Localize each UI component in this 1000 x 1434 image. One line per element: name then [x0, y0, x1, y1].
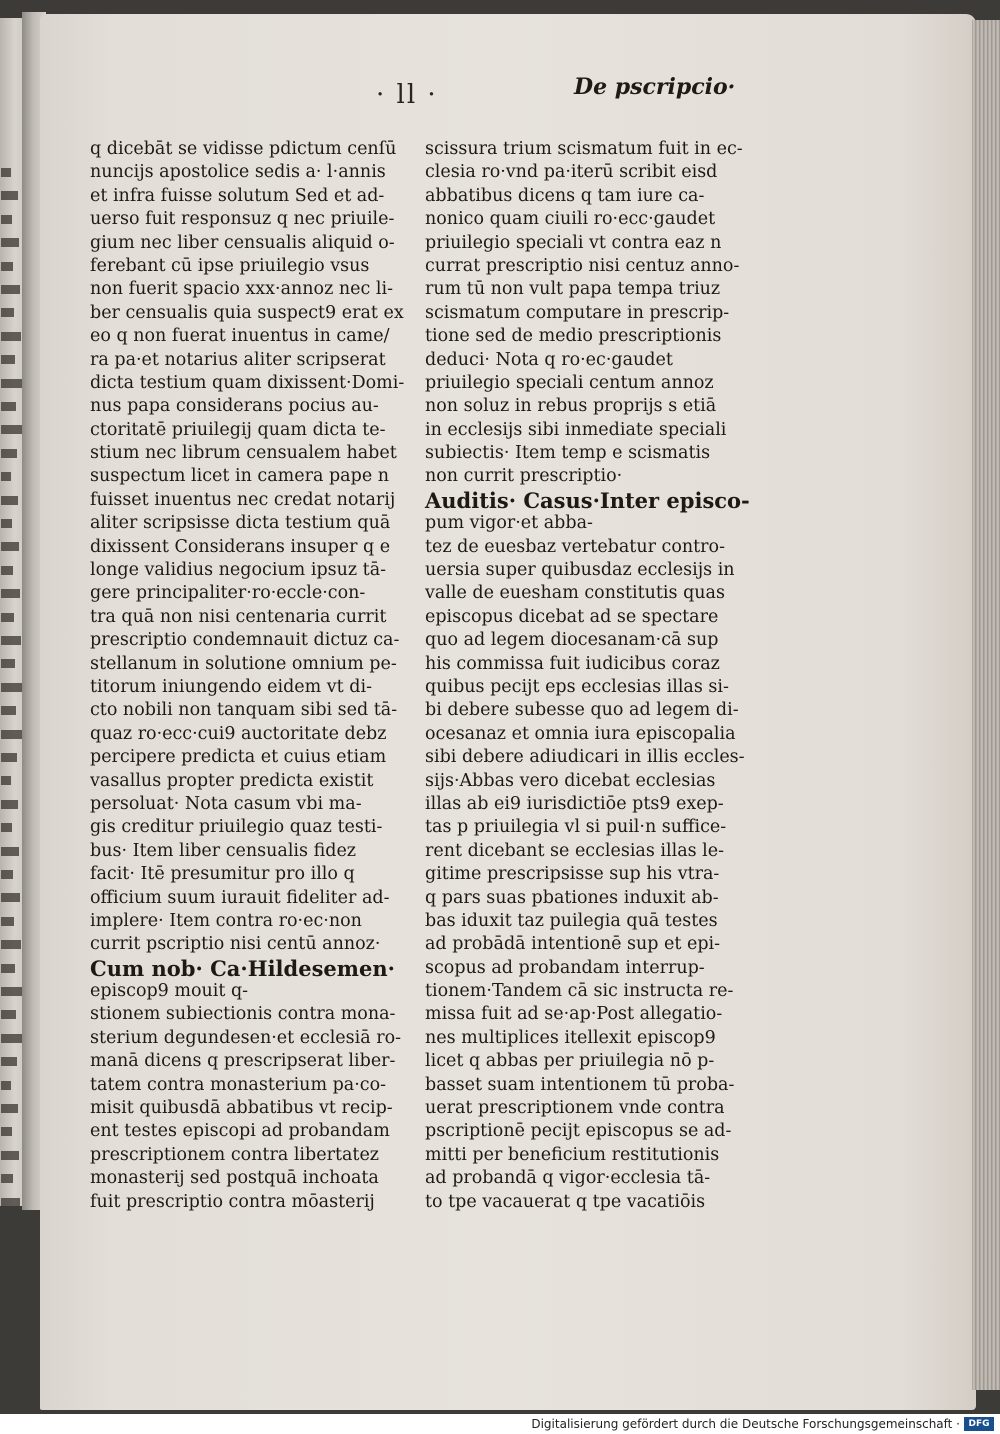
text-line: ber censualis quia suspect9 erat ex: [90, 302, 404, 323]
text-line: officium suum iurauit fideliter ad-: [90, 887, 390, 908]
facing-page-text-fragment: [1, 1010, 16, 1019]
facing-page-text-fragment: [1, 285, 20, 294]
facing-page-text-fragment: [1, 870, 13, 879]
text-line: quo ad legem diocesanam·cā sup: [425, 630, 719, 651]
text-line: bi debere subesse quo ad legem di-: [425, 700, 739, 721]
facing-page-text-fragment: [1, 589, 20, 598]
text-line: non soluz in rebus proprijs s etiā: [425, 396, 717, 417]
text-line: prescriptionem contra libertatez: [90, 1144, 380, 1165]
digitization-footer: [0, 1414, 1000, 1434]
facing-page-text-fragment: [1, 847, 19, 856]
dfg-logo: DFG: [964, 1417, 994, 1431]
text-line: priuilegio speciali vt contra eaz n: [425, 232, 722, 253]
text-line: uerat prescriptionem vnde contra: [425, 1098, 725, 1119]
text-line: tatem contra monasterium pa·co-: [90, 1074, 387, 1095]
page-number: · ll ·: [376, 80, 438, 110]
facing-page-text-fragment: [1, 613, 14, 622]
facing-page-text-fragment: [1, 1034, 23, 1043]
text-line: q pars suas pbationes induxit ab-: [425, 887, 719, 908]
text-line: ferebant cū ipse priuilegio vsus: [90, 255, 370, 276]
text-line: gium nec liber censualis aliquid o-: [90, 232, 395, 253]
facing-page-text-fragment: [1, 566, 13, 575]
text-line: pscriptionē pecijt episcopus se ad-: [425, 1121, 732, 1142]
text-line: deduci· Nota q ro·ec·gaudet: [425, 349, 673, 370]
text-line: percipere predicta et cuius etiam: [90, 747, 387, 768]
facing-page-text-fragment: [1, 215, 12, 224]
facing-page-text-fragment: [1, 355, 15, 364]
text-line: tas p priuilegia vl si puil·n suffice-: [425, 817, 727, 838]
facing-page-text-fragment: [1, 917, 14, 926]
text-line: quibus pecijt eps ecclesias illas si-: [425, 676, 729, 697]
facing-page-text-fragment: [1, 1151, 19, 1160]
text-line: nuncijs apostolice sedis a· l·annis: [90, 162, 386, 183]
facing-page-text-fragment: [1, 800, 18, 809]
facing-page-text-fragment: [1, 542, 19, 551]
text-line: subiectis· Item temp e scismatis: [425, 443, 711, 464]
facing-page-text-fragment: [1, 379, 22, 388]
text-line: in ecclesijs sibi inmediate speciali: [425, 419, 727, 440]
facing-page-text-fragment: [1, 1198, 20, 1206]
text-line: fuit prescriptio contra mōasterij: [90, 1191, 375, 1212]
text-line: suspectum licet in camera pape n: [90, 466, 390, 487]
facing-page-text-fragment: [1, 940, 21, 949]
text-line: prescriptio condemnauit dictuz ca-: [90, 630, 400, 651]
text-line: persoluat· Nota casum vbi ma-: [90, 793, 362, 814]
right-text-column: [425, 138, 750, 1214]
text-line: scopus ad probandam interrup-: [425, 957, 705, 978]
facing-page-text-fragment: [1, 964, 15, 973]
text-line: q dicebāt se vidisse pdictum cenſū: [90, 139, 397, 159]
facing-page-text-fragment: [1, 308, 14, 317]
text-line: his commissa fuit iudicibus coraz: [425, 653, 720, 674]
text-line: ad probādā intentionē sup et epi-: [425, 934, 721, 955]
text-line: clesia ro·vnd pa·iterū scribit eisd: [425, 162, 718, 183]
facing-page-text-fragment: [1, 636, 21, 645]
text-line: valle de euesham constitutis quas: [425, 583, 725, 604]
text-line: bus· Item liber censualis fidez: [90, 840, 357, 861]
text-line: to tpe vacauerat q tpe vacatiōis: [425, 1191, 706, 1212]
text-line: non currit prescriptio·: [425, 466, 623, 487]
text-line: longe validius negocium ipsuz tā-: [90, 560, 387, 581]
facing-page-text-fragment: [1, 168, 11, 177]
left-text-column: [90, 138, 404, 1214]
facing-page-text-fragment: [1, 659, 15, 668]
text-line: rum tū non vult papa tempa triuz: [425, 279, 721, 300]
text-line: basset suam intentionem tū proba-: [425, 1074, 735, 1095]
text-line: fuisset inuentus nec credat notarij: [90, 489, 396, 510]
funding-notice: Digitalisierung gefördert durch die Deutsche Forschungsgemeinschaft ·: [531, 1417, 960, 1431]
text-line: misit quibusdā abbatibus vt recip-: [90, 1098, 393, 1119]
facing-page-text-fragment: [1, 706, 16, 715]
text-line: ad probandā q vigor·ecclesia tā-: [425, 1168, 711, 1189]
facing-page-text-fragment: [1, 449, 17, 458]
text-line: uerso fuit responsuz q nec priuile-: [90, 209, 395, 230]
text-line: gere principaliter·ro·eccle·con-: [90, 583, 366, 604]
text-line: tione sed de medio prescriptionis: [425, 326, 722, 347]
facing-page-text-fragment: [1, 823, 12, 832]
facing-page-text-fragment: [1, 1104, 18, 1113]
text-line: sijs·Abbas vero dicebat ecclesias: [425, 770, 716, 791]
facing-page-text-fragment: [1, 1081, 11, 1090]
text-line: priuilegio speciali centum annoz: [425, 372, 714, 393]
text-line: quaz ro·ecc·cui9 auctoritate debz: [90, 723, 387, 744]
facing-page-text-fragment: [1, 472, 11, 481]
text-line: vasallus propter predicta existit: [90, 770, 374, 791]
facing-page-text-fragment: [1, 238, 19, 247]
text-line: sibi debere adiudicari in illis eccles-: [425, 747, 745, 768]
text-line: licet q abbas per priuilegia nō p-: [425, 1051, 715, 1072]
text-line: et infra fuisse solutum Sed et ad-: [90, 185, 385, 206]
text-line: monasterij sed postquā inchoata: [90, 1168, 379, 1189]
text-line: currit pscriptio nisi centū annoz·: [90, 934, 381, 955]
facing-page-text-fragment: [1, 893, 20, 902]
facing-page-text-fragment: [1, 496, 18, 505]
facing-page-text-fragment: [1, 262, 13, 271]
text-line: mitti per beneficium restitutionis: [425, 1144, 720, 1165]
text-line: tez de euesbaz vertebatur contro-: [425, 536, 725, 557]
text-line: nus papa considerans pocius au-: [90, 396, 379, 417]
facing-page-text-fragment: [1, 683, 22, 692]
text-line: episcop9 mouit q-: [90, 981, 249, 1002]
text-line: dicta testium quam dixissent·Domi-: [90, 372, 405, 393]
facing-page-text-fragment: [1, 1174, 13, 1183]
facing-page-text-fragment: [1, 1127, 12, 1136]
facing-page-text-fragment: [1, 1057, 17, 1066]
text-line: episcopus dicebat ad se spectare: [425, 606, 719, 627]
text-line: non fuerit spacio xxx·annoz nec li-: [90, 279, 393, 300]
text-line: Auditis· Casus·Inter episco-: [425, 487, 750, 513]
facing-page-text-fragment: [1, 987, 22, 996]
facing-page-text-fragment: [1, 730, 23, 739]
text-line: tra quā non nisi centenaria currit: [90, 606, 387, 627]
text-line: bas iduxit taz puilegia quā testes: [425, 910, 718, 931]
text-line: titorum iniungendo eidem vt di-: [90, 676, 372, 697]
text-line: sterium degundesen·et ecclesiā ro-: [90, 1027, 402, 1048]
text-line: missa fuit ad se·ap·Post allegatio-: [425, 1004, 723, 1025]
facing-page-text-fragment: [1, 519, 12, 528]
page-block-edge: [972, 20, 1000, 1390]
text-line: manā dicens q prescripserat liber-: [90, 1051, 396, 1072]
text-line: currat prescriptio nisi centuz anno-: [425, 255, 740, 276]
facing-page-text-fragment: [1, 753, 17, 762]
text-line: illas ab ei9 iurisdictiōe pts9 exep-: [425, 793, 724, 814]
text-line: aliter scripsisse dicta testium quā: [90, 513, 391, 534]
text-line: scissura trium scismatum fuit in ec-: [425, 139, 743, 159]
text-line: uersia super quibusdaz ecclesijs in: [425, 560, 735, 581]
facing-page-text-fragment: [1, 191, 18, 200]
facing-page-text-fragment: [1, 332, 21, 341]
facing-page-text-fragment: [1, 402, 16, 411]
text-line: gis creditur priuilegio quaz testi-: [90, 817, 383, 838]
text-line: stellanum in solutione omnium pe-: [90, 653, 397, 674]
text-line: nonico quam ciuili ro·ecc·gaudet: [425, 209, 716, 230]
facing-page-text-fragment: [1, 425, 23, 434]
text-line: facit· Itē presumitur pro illo q: [90, 864, 355, 885]
text-line: pum vigor·et abba-: [425, 513, 593, 534]
facing-page-edge: [0, 18, 24, 1206]
text-line: dixissent Considerans insuper q e: [90, 536, 391, 557]
text-line: abbatibus dicens q tam iure ca-: [425, 185, 705, 206]
text-line: ocesanaz et omnia iura episcopalia: [425, 723, 736, 744]
text-line: tionem·Tandem cā sic instructa re-: [425, 981, 734, 1002]
text-line: Cum nob· Ca·Hildesemen·: [90, 955, 395, 981]
running-head: De pscripcio·: [574, 74, 736, 100]
text-line: ctoritatē priuilegij quam dicta te-: [90, 419, 386, 440]
text-line: stium nec librum censualem habet: [90, 443, 397, 464]
text-line: ent testes episcopi ad probandam: [90, 1121, 390, 1142]
facing-page-text-fragment: [1, 776, 11, 785]
text-line: eo q non fuerat inuentus in came/: [90, 326, 390, 347]
text-line: cto nobili non tanquam sibi sed tā-: [90, 700, 398, 721]
text-line: implere· Item contra ro·ec·non: [90, 910, 362, 931]
text-line: ra pa·et notarius aliter scripserat: [90, 349, 386, 370]
text-line: scismatum computare in prescrip-: [425, 302, 730, 323]
text-line: rent dicebant se ecclesias illas le-: [425, 840, 725, 861]
text-line: nes multiplices itellexit episcop9: [425, 1027, 716, 1048]
text-line: gitime prescripsisse sup his vtra-: [425, 864, 720, 885]
text-line: stionem subiectionis contra mona-: [90, 1004, 396, 1025]
